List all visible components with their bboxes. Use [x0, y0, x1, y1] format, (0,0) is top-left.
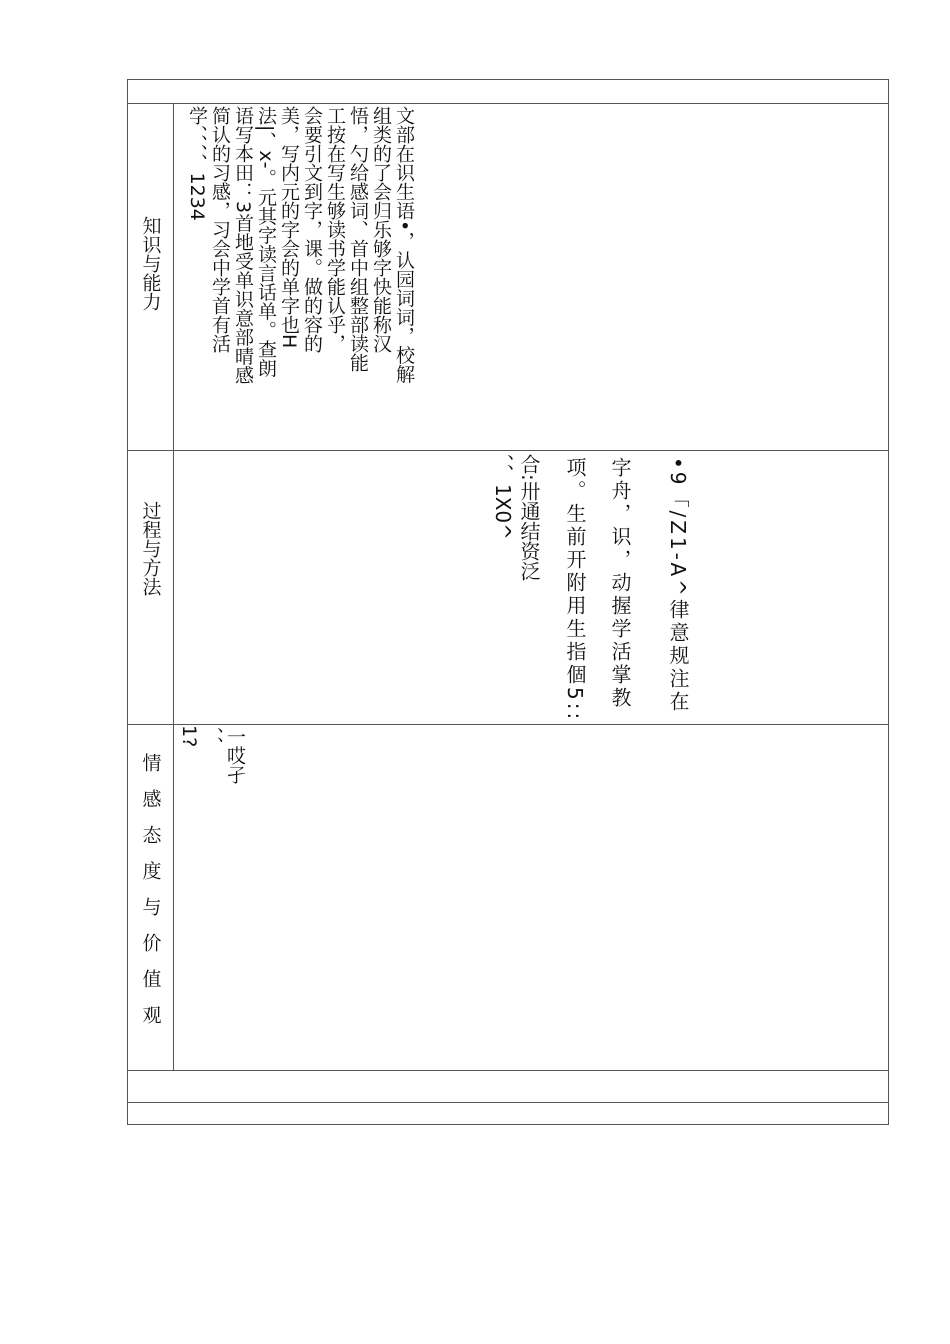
process-col-4: 合:卅通结资泛 [517, 454, 541, 581]
knowledge-col-7: 法|、x-。元其字读言话单。查朗 [255, 106, 277, 378]
knowledge-col-4: 工按在写生够读书学能认乎， [324, 106, 346, 353]
objectives-table [127, 79, 889, 1125]
process-method-label: 过程与方法 [139, 501, 162, 596]
knowledge-col-6: 美，写内元的字会的单字也H [278, 106, 300, 349]
knowledge-ability-label-cell [128, 104, 174, 450]
process-col-2: 字舟，识，动握学活掌教 [608, 457, 632, 710]
knowledge-col-10: 学、、、、1234 [186, 106, 208, 221]
knowledge-col-8: 语写本田：3首地受单识意部晴感 [232, 106, 254, 385]
process-col-3: 项。生前开附用生指個5:: [563, 457, 587, 723]
emotion-attitude-label-cell [128, 725, 174, 1070]
table-empty-row-2 [128, 1103, 888, 1125]
knowledge-col-3: 悟，勺给感词、首中组整部读能 [347, 106, 369, 372]
process-col-5: 、、1X0^ [491, 454, 515, 540]
knowledge-col-9: 简认的习感，习会中学首有活 [209, 106, 231, 353]
knowledge-col-1: 文部在识生语•，认园词词，校解 [393, 106, 415, 384]
process-col-1: •9「/Z1-A^律意规注在 [666, 457, 690, 714]
emotion-attitude-row [128, 725, 888, 1071]
emotion-col-1: 一哎孑 [224, 727, 246, 784]
knowledge-col-2: 组类的了会归乐够字快能称汉 [370, 106, 392, 353]
process-method-row [128, 451, 888, 725]
table-header-row [128, 80, 888, 104]
emotion-col-2: 、、 [202, 727, 224, 756]
table-empty-row-1 [128, 1071, 888, 1103]
knowledge-col-5: 会要引文到字，课。做的容的 [301, 106, 323, 353]
emotion-attitude-label: 情感态度与价值观 [139, 753, 162, 1041]
emotion-col-3: 1? [178, 725, 200, 748]
knowledge-ability-label: 知识与能力 [139, 216, 162, 311]
process-method-label-cell [128, 451, 174, 724]
knowledge-ability-row [128, 104, 888, 451]
